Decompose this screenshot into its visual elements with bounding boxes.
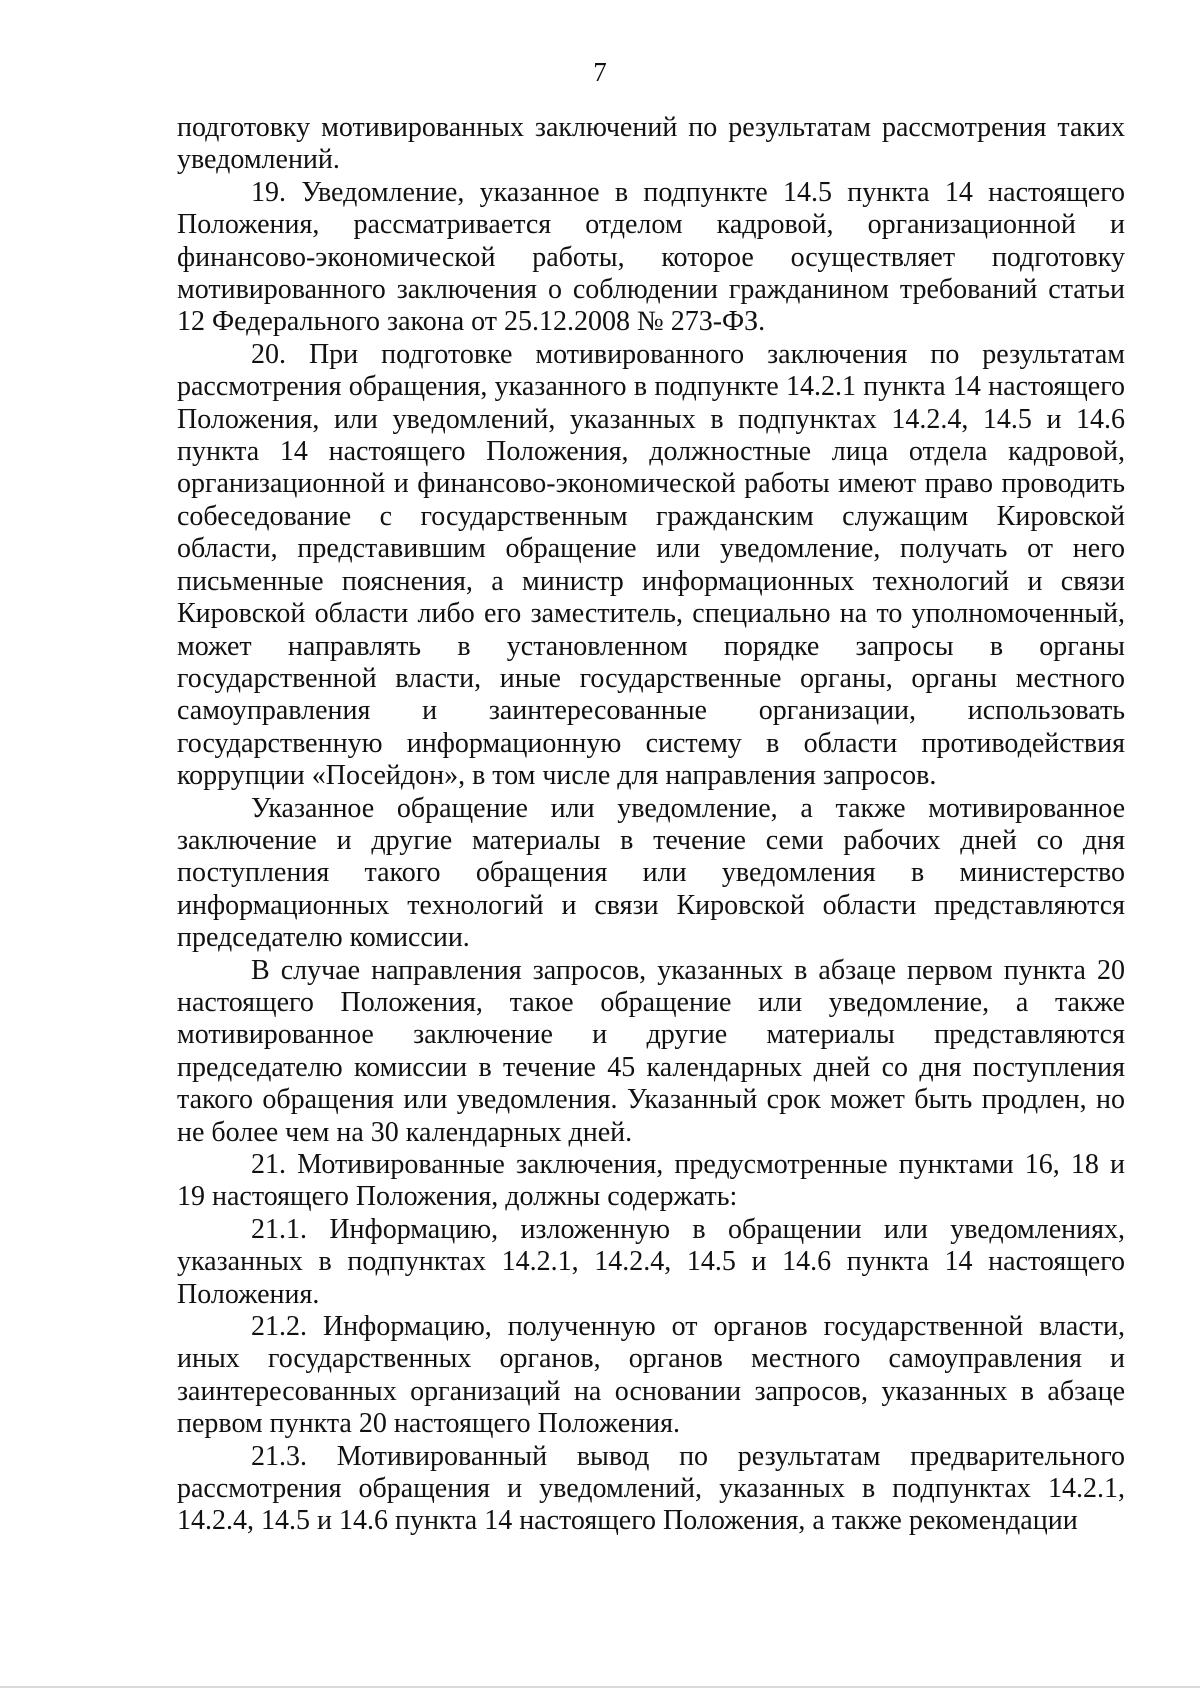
scan-edge-line (0, 1686, 1200, 1688)
paragraph-21: 21. Мотивированные заключения, предусмотренные пунктами 16, 18 и 19 настоящего Положения, должны содержать: (177, 1149, 1125, 1213)
paragraph-21-3: 21.3. Мотивированный вывод по результатам предварительного рассмотрения обращения и уведомлений, указанных в подпунктах 14.2.1, 14.2.4, 14.5 и 14.6 пункта 14 настоящего Положения, а также рекомендации (177, 1440, 1125, 1537)
paragraph-19: 19. Уведомление, указанное в подпункте 14.5 пункта 14 настоящего Положения, рассматривается отделом кадровой, организационной и финансово-экономической работы, которое осуществляет подготовку мотивированного заключения о соблюдении гражданином требований статьи 12 Федерального закона от 25.12.2008 № 273-ФЗ. (177, 176, 1125, 338)
page-number: 7 (593, 57, 607, 87)
paragraph-21-1: 21.1. Информацию, изложенную в обращении или уведомлениях, указанных в подпунктах 14.2.1, 14.2.4, 14.5 и 14.6 пункта 14 настоящего Положения. (177, 1213, 1125, 1310)
paragraph-21-2: 21.2. Информацию, полученную от органов государственной власти, иных государственных органов, органов местного самоуправления и заинтересованных организаций на основании запросов, указанных в абзаце первом пункта 20 настоящего Положения. (177, 1311, 1125, 1440)
paragraph-20-abzac-3: В случае направления запросов, указанных в абзаце первом пункта 20 настоящего Положения, такое обращение или уведомление, а также мотивированное заключение и другие материалы представляются председателю комиссии в течение 45 календарных дней со дня поступления такого обращения или уведомления. Указанный срок может быть продлен, но не более чем на 30 календарных дней. (177, 954, 1125, 1148)
paragraph-20: 20. При подготовке мотивированного заключения по результатам рассмотрения обращения, указанного в подпункте 14.2.1 пункта 14 настоящего Положения, или уведомлений, указанных в подпунктах 14.2.4, 14.5 и 14.6 пункта 14 настоящего Положения, должностные лица отдела кадровой, организационной и финансово-экономической работы имеют право проводить собеседование с государственным гражданским служащим Кировской области, представившим обращение или уведомление, получать от него письменные пояснения, а министр информационных технологий и связи Кировской области либо его заместитель, специально на то уполномоченный, может направлять в установленном порядке запросы в органы государственной власти, иные государственные органы, органы местного самоуправления и заинтересованные организации, использовать государственную информационную систему в области противодействия коррупции «Посейдон», в том числе для направления запросов. (177, 338, 1125, 792)
document-body (177, 112, 1125, 1538)
paragraph-continuation: подготовку мотивированных заключений по результатам рассмотрения таких уведомлений. (177, 112, 1125, 176)
paragraph-20-abzac-2: Указанное обращение или уведомление, а также мотивированное заключение и другие материалы в течение семи рабочих дней со дня поступления такого обращения или уведомления в министерство информационных технологий и связи Кировской области представляются председателю комиссии. (177, 792, 1125, 954)
